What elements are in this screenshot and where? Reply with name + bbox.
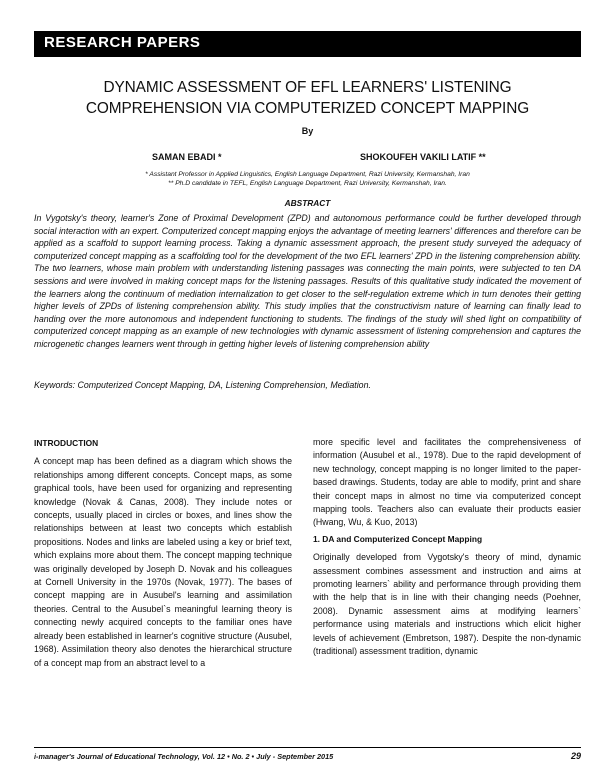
keywords: Keywords: Computerized Concept Mapping, DA, Listening Comprehension, Mediation. (34, 380, 371, 390)
affiliation-2: ** Ph.D candidate in TEFL, English Language Department, Razi University, Kermanshah, Iran. (168, 180, 447, 187)
introduction-paragraph: A concept map has been defined as a diagram which shows the relationships among different concepts. Concept maps, as some graphical tools, have been used for organizing and representing knowledge (Novak & Canas, 2008). They include notes or concepts, usually placed in circles or boxes, and lines show the relationships between at least two concepts which establish propositions. Nodes and links are labeled using a key or brief text, which explains more about them. The concept mapping technique was originally developed by Joseph D. Novak and his colleagues at Cornell University in the 1970s (Novak, 1977). The bases of concept mapping are in Ausubel's learning and assimilation theories. Central to the Ausubel`s meaningful learning theory is connecting newly acquired concepts to the familiar ones have already been established in learner's cognitive structure (Ausubel, 1968). Assimilation theory also denotes the hierarchical structure of a concept map from an abstract level to a (34, 456, 292, 668)
body-column-right (313, 436, 581, 659)
footer-divider (34, 747, 581, 748)
section-1-heading: 1. DA and Computerized Concept Mapping (313, 533, 483, 544)
section-1-paragraph: Originally developed from Vygotsky's theory of mind, dynamic assessment combines assessment and instruction and aims at promoting learners` ability and performance through providing them with the help that is in line with their changing needs (Poehner, 2008). Dynamic assessment aims at modifying learners` performance using materials and instructions which elicit higher levels of achievement (Embretson, 1987). Despite the non-dynamic (traditional) assessment tradition, dynamic (313, 552, 581, 657)
author-2-name: SHOKOUFEH VAKILI LATIF ** (360, 152, 486, 162)
abstract-heading: ABSTRACT (284, 198, 331, 208)
page-number: 29 (570, 751, 581, 761)
byline: By (301, 126, 314, 136)
author-1-name: SAMAN EBADI * (152, 152, 222, 162)
title-line-2: COMPREHENSION VIA COMPUTERIZED CONCEPT MAPPING (85, 100, 530, 117)
banner-label: RESEARCH PAPERS (44, 34, 201, 51)
continuation-paragraph: more specific level and facilitates the comprehensiveness of information (Ausubel et al., 1978). Due to the rapid development of new technology, concept mapping is no longer limited to the paper-based drawings. Students, today are able to modify, print and share their concept maps in almost no time via computerized concept mapping tools. Teachers also can evaluate their products easier (Hwang, Wu, & Kuo, 2013) (313, 437, 581, 528)
section-banner (34, 31, 581, 57)
journal-citation: i-manager's Journal of Educational Technology, Vol. 12 • No. 2 • July - September 2015 (34, 752, 334, 761)
title-line-1: DYNAMIC ASSESSMENT OF EFL LEARNERS' LISTENING (103, 79, 512, 96)
body-column-left (34, 437, 292, 670)
introduction-heading: INTRODUCTION (34, 438, 99, 448)
affiliation-1: * Assistant Professor in Applied Linguistics, English Language Department, Razi University, Kermanshah, Iran (145, 171, 470, 178)
abstract-text: In Vygotsky's theory, learner's Zone of Proximal Development (ZPD) and autonomous performance could be further developed through social interaction with an expert. Computerized concept mapping enjoys the advantage of meeting learners' differences and therefore can be applied as a scaffold to support learning process. Taking a dynamic assessment approach, the present study surveyed the adequacy of computerized concept mapping as a scaffolding tool for the development of the two EFL learners' ZPD in the listening comprehension ability. The two learners, whose main problem with understanding listening passages was connecting the main points, were subjected to ten DA sessions and were involved in making concept maps for the listening passages. Results of this qualitative study indicated the movement of the learners along the continuum of mediation internalization to get closer to the self-regulation extreme which in turn denotes their getting higher levels of ZPDs of listening comprehension ability. This study implies that the constructivism nature of learning can finally lead to handing over the more autonomous and independent functioning to students. The findings of the study will shed light on compatibility of computerized concept mapping as an example of new technologies with dynamic assessment of listening comprehension and captures the microgenetic changes learners went through in getting higher levels of listening comprehension ability (34, 213, 581, 349)
paper-title (34, 77, 581, 119)
